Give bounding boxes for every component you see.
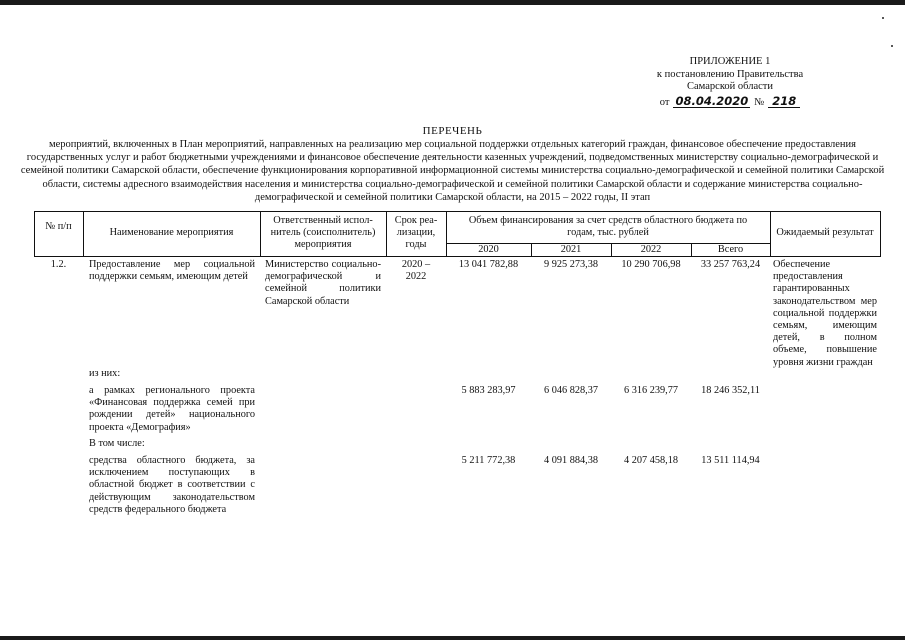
header-term: Срок реа-лизации, годы bbox=[394, 215, 438, 251]
row-regional-2020: 5 883 283,97 bbox=[461, 385, 516, 396]
row-regional-2022: 6 316 239,77 bbox=[623, 385, 679, 396]
document-title: ПЕРЕЧЕНЬ bbox=[422, 125, 483, 137]
row-budget-2022: 4 207 458,18 bbox=[623, 455, 679, 466]
header-executor: Ответственный испол-нитель (соисполнитель) мероприятия bbox=[270, 215, 376, 251]
row-regional-total: 18 246 352,11 bbox=[701, 385, 760, 396]
appendix-line-2: Самарской области bbox=[687, 81, 773, 92]
row-name: Предоставление мер социальной поддержки семьям, имеющим детей bbox=[89, 259, 255, 283]
appendix-block bbox=[630, 56, 830, 109]
scan-edge-bottom bbox=[0, 636, 905, 640]
document-subtitle: мероприятий, включенных в План мероприятий, направленных на реализацию мер социальной поддержки отдельных категорий граждан, финансовое обеспечение предоставления государственных услуг и работ бюджетными учреждениями и финансовое обеспечение деятельности казенных учреждений, подведомственных министерству социально-демографической и семейной политики Самарской области, обеспечение функционирования корпоративной информационной системы министерства социально-демографической и семейной политики Самарской области, системы адресного взаимодействия населения и министерства социально-демографической и семейной политики Самарской области и содержание министерства социально-демографической и семейной политики Самарской области, на 2015 – 2022 годы, II этап bbox=[20, 139, 885, 203]
row-budget-total: 13 511 114,94 bbox=[701, 455, 760, 466]
header-name: Наименование мероприятия bbox=[109, 227, 234, 238]
header-2022: 2022 bbox=[640, 244, 662, 255]
number-prefix: № bbox=[754, 96, 765, 108]
header-2020: 2020 bbox=[478, 244, 499, 255]
header-num: № п/п bbox=[45, 221, 72, 232]
row-2021: 9 925 273,38 bbox=[543, 259, 599, 270]
col-line-0 bbox=[34, 211, 35, 257]
row-subheading-including: В том числе: bbox=[89, 438, 145, 449]
funding-table bbox=[34, 211, 881, 631]
row-regional-project-name: а рамках регионального проекта «Финансовая поддержка семей при рождении детей» национального проекта «Демография» bbox=[89, 385, 255, 433]
scan-speck bbox=[882, 17, 884, 19]
header-2021: 2021 bbox=[560, 244, 582, 255]
row-budget-2020: 5 211 772,38 bbox=[461, 455, 516, 466]
row-regional-budget-name: средства областного бюджета, за исключением поступающих в областной бюджет в соответствии с действующим законодательством средств федерального бюджета bbox=[89, 455, 255, 515]
table-border-top bbox=[34, 211, 881, 212]
appendix-title: ПРИЛОЖЕНИЕ 1 bbox=[689, 56, 771, 67]
row-budget-2021: 4 091 884,38 bbox=[543, 455, 599, 466]
date-prefix: от bbox=[659, 96, 670, 108]
handwritten-number: 218 bbox=[768, 95, 800, 108]
row-num: 1.2. bbox=[50, 259, 67, 270]
row-term: 2020 – 2022 bbox=[401, 259, 431, 283]
row-2022: 10 290 706,98 bbox=[621, 259, 681, 270]
header-funding: Объем финансирования за счет средств областного бюджета по годам, тыс. рублей bbox=[468, 215, 748, 239]
scan-speck bbox=[891, 45, 893, 47]
row-result: Обеспечение предоставления гарантированных законодательством мер социальной поддержки семьям, имеющим детей, в полном объеме, повышение уровня жизни граждан bbox=[773, 259, 877, 368]
appendix-line-1: к постановлению Правительства bbox=[656, 68, 804, 80]
col-line-9 bbox=[880, 211, 881, 257]
header-result: Ожидаемый результат bbox=[776, 227, 874, 238]
scan-edge-top bbox=[0, 0, 905, 5]
header-total: Всего bbox=[717, 244, 744, 255]
row-executor: Министерство социально-демографической и семейной политики Самарской области bbox=[265, 259, 381, 307]
row-2020: 13 041 782,88 bbox=[458, 259, 519, 270]
row-regional-2021: 6 046 828,37 bbox=[543, 385, 599, 396]
row-subheading-of-them: из них: bbox=[89, 368, 121, 379]
row-total: 33 257 763,24 bbox=[700, 259, 761, 270]
appendix-date-line bbox=[630, 95, 830, 110]
handwritten-date: 08.04.2020 bbox=[675, 93, 749, 108]
